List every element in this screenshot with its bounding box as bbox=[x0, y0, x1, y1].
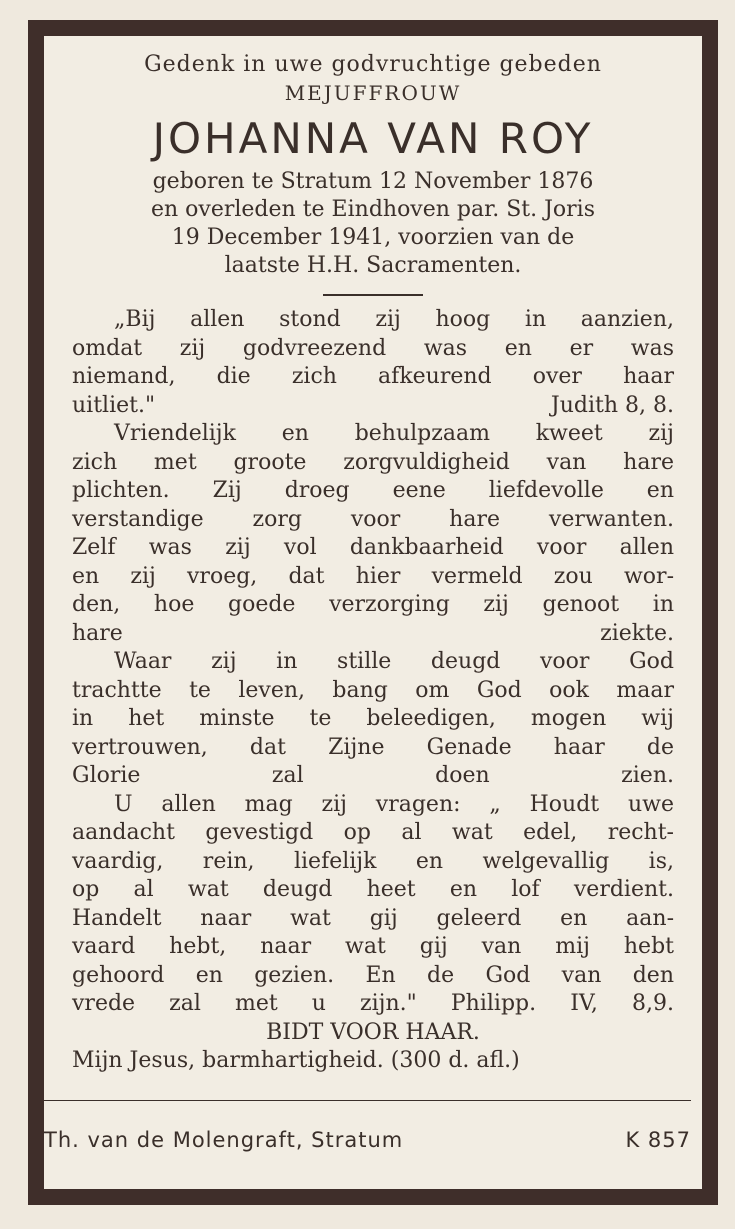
faith-paragraph bbox=[72, 648, 674, 791]
scripture-reference: Judith 8, 8. bbox=[550, 392, 674, 418]
text-line: in het minste te beleedigen, mogen wij bbox=[72, 706, 674, 731]
text-line: den, hoe goede verzorging zij genoot in bbox=[72, 592, 674, 617]
text-line: trachtte te leven, bang om God ook maar bbox=[72, 677, 674, 703]
text-line: vaardig, rein, liefelijk en welgevallig is, bbox=[72, 848, 674, 874]
honorific: MEJUFFROUW bbox=[284, 81, 462, 105]
text-line: op al wat deugd heet en lof verdient. bbox=[72, 877, 674, 902]
printer-name: Th. van de Molengraft, Stratum bbox=[44, 1128, 404, 1152]
indulgence-prayer: Mijn Jesus, barmhartigheid. (300 d. afl.) bbox=[72, 1047, 520, 1073]
prayer-request: BIDT VOOR HAAR. bbox=[266, 1019, 480, 1045]
divider bbox=[323, 294, 423, 296]
birth-death-info bbox=[72, 168, 674, 280]
text-line: U allen mag zij vragen: „ Houdt uwe bbox=[114, 791, 674, 817]
text-line: plichten. Zij droeg eene liefdevolle en bbox=[72, 478, 674, 503]
text-line: omdat zij godvreezend was en er was bbox=[72, 335, 674, 361]
text-line: Glorie zal doen zien. bbox=[72, 763, 674, 788]
text-line: uitliet." bbox=[72, 392, 156, 418]
footer-divider bbox=[44, 1100, 691, 1101]
date-line: 19 December 1941, voorzien van de bbox=[171, 225, 575, 250]
birth-line: geboren te Stratum 12 November 1876 bbox=[152, 169, 594, 194]
quote-citation-line bbox=[72, 392, 674, 421]
deceased-name: JOHANNA VAN ROY bbox=[152, 114, 594, 163]
memorial-card bbox=[44, 36, 702, 1189]
virtues-paragraph bbox=[72, 420, 674, 648]
card-content bbox=[72, 50, 674, 1075]
text-line: hare ziekte. bbox=[72, 620, 674, 646]
card-code: K 857 bbox=[625, 1128, 691, 1152]
text-line: vertrouwen, dat Zijne Genade haar de bbox=[72, 734, 674, 760]
text-line: „Bij allen stond zij hoog in aanzien, bbox=[114, 307, 674, 332]
text-line: Zelf was zij vol dankbaarheid voor allen bbox=[72, 535, 674, 560]
text-line: en zij vroeg, dat hier vermeld zou wor- bbox=[72, 563, 674, 589]
text-line: Vriendelijk en behulpzaam kweet zij bbox=[114, 421, 674, 446]
text-line: Waar zij in stille deugd voor God bbox=[114, 649, 674, 674]
text-line: Handelt naar wat gij geleerd en aan- bbox=[72, 905, 674, 931]
death-line: en overleden te Eindhoven par. St. Joris bbox=[150, 197, 596, 222]
footer bbox=[44, 1128, 691, 1152]
quote-paragraph bbox=[72, 306, 674, 420]
text-line: vaard hebt, naar wat gij van mij hebt bbox=[72, 934, 674, 959]
sacraments-line: laatste H.H. Sacramenten. bbox=[224, 253, 522, 278]
text-line: verstandige zorg voor hare verwanten. bbox=[72, 506, 674, 532]
invite-line: Gedenk in uwe godvruchtige gebeden bbox=[144, 52, 602, 77]
text-line: vrede zal met u zijn." Philipp. IV, 8,9. bbox=[72, 991, 674, 1016]
exhortation-paragraph bbox=[72, 791, 674, 1019]
text-line: niemand, die zich afkeurend over haar bbox=[72, 364, 674, 389]
prayer-block bbox=[72, 1019, 674, 1075]
memorial-card-border bbox=[28, 20, 718, 1205]
text-line: zich met groote zorgvuldigheid van hare bbox=[72, 449, 674, 475]
text-line: aandacht gevestigd op al wat edel, recht- bbox=[72, 820, 674, 845]
text-line: gehoord en gezien. En de God van den bbox=[72, 962, 674, 988]
